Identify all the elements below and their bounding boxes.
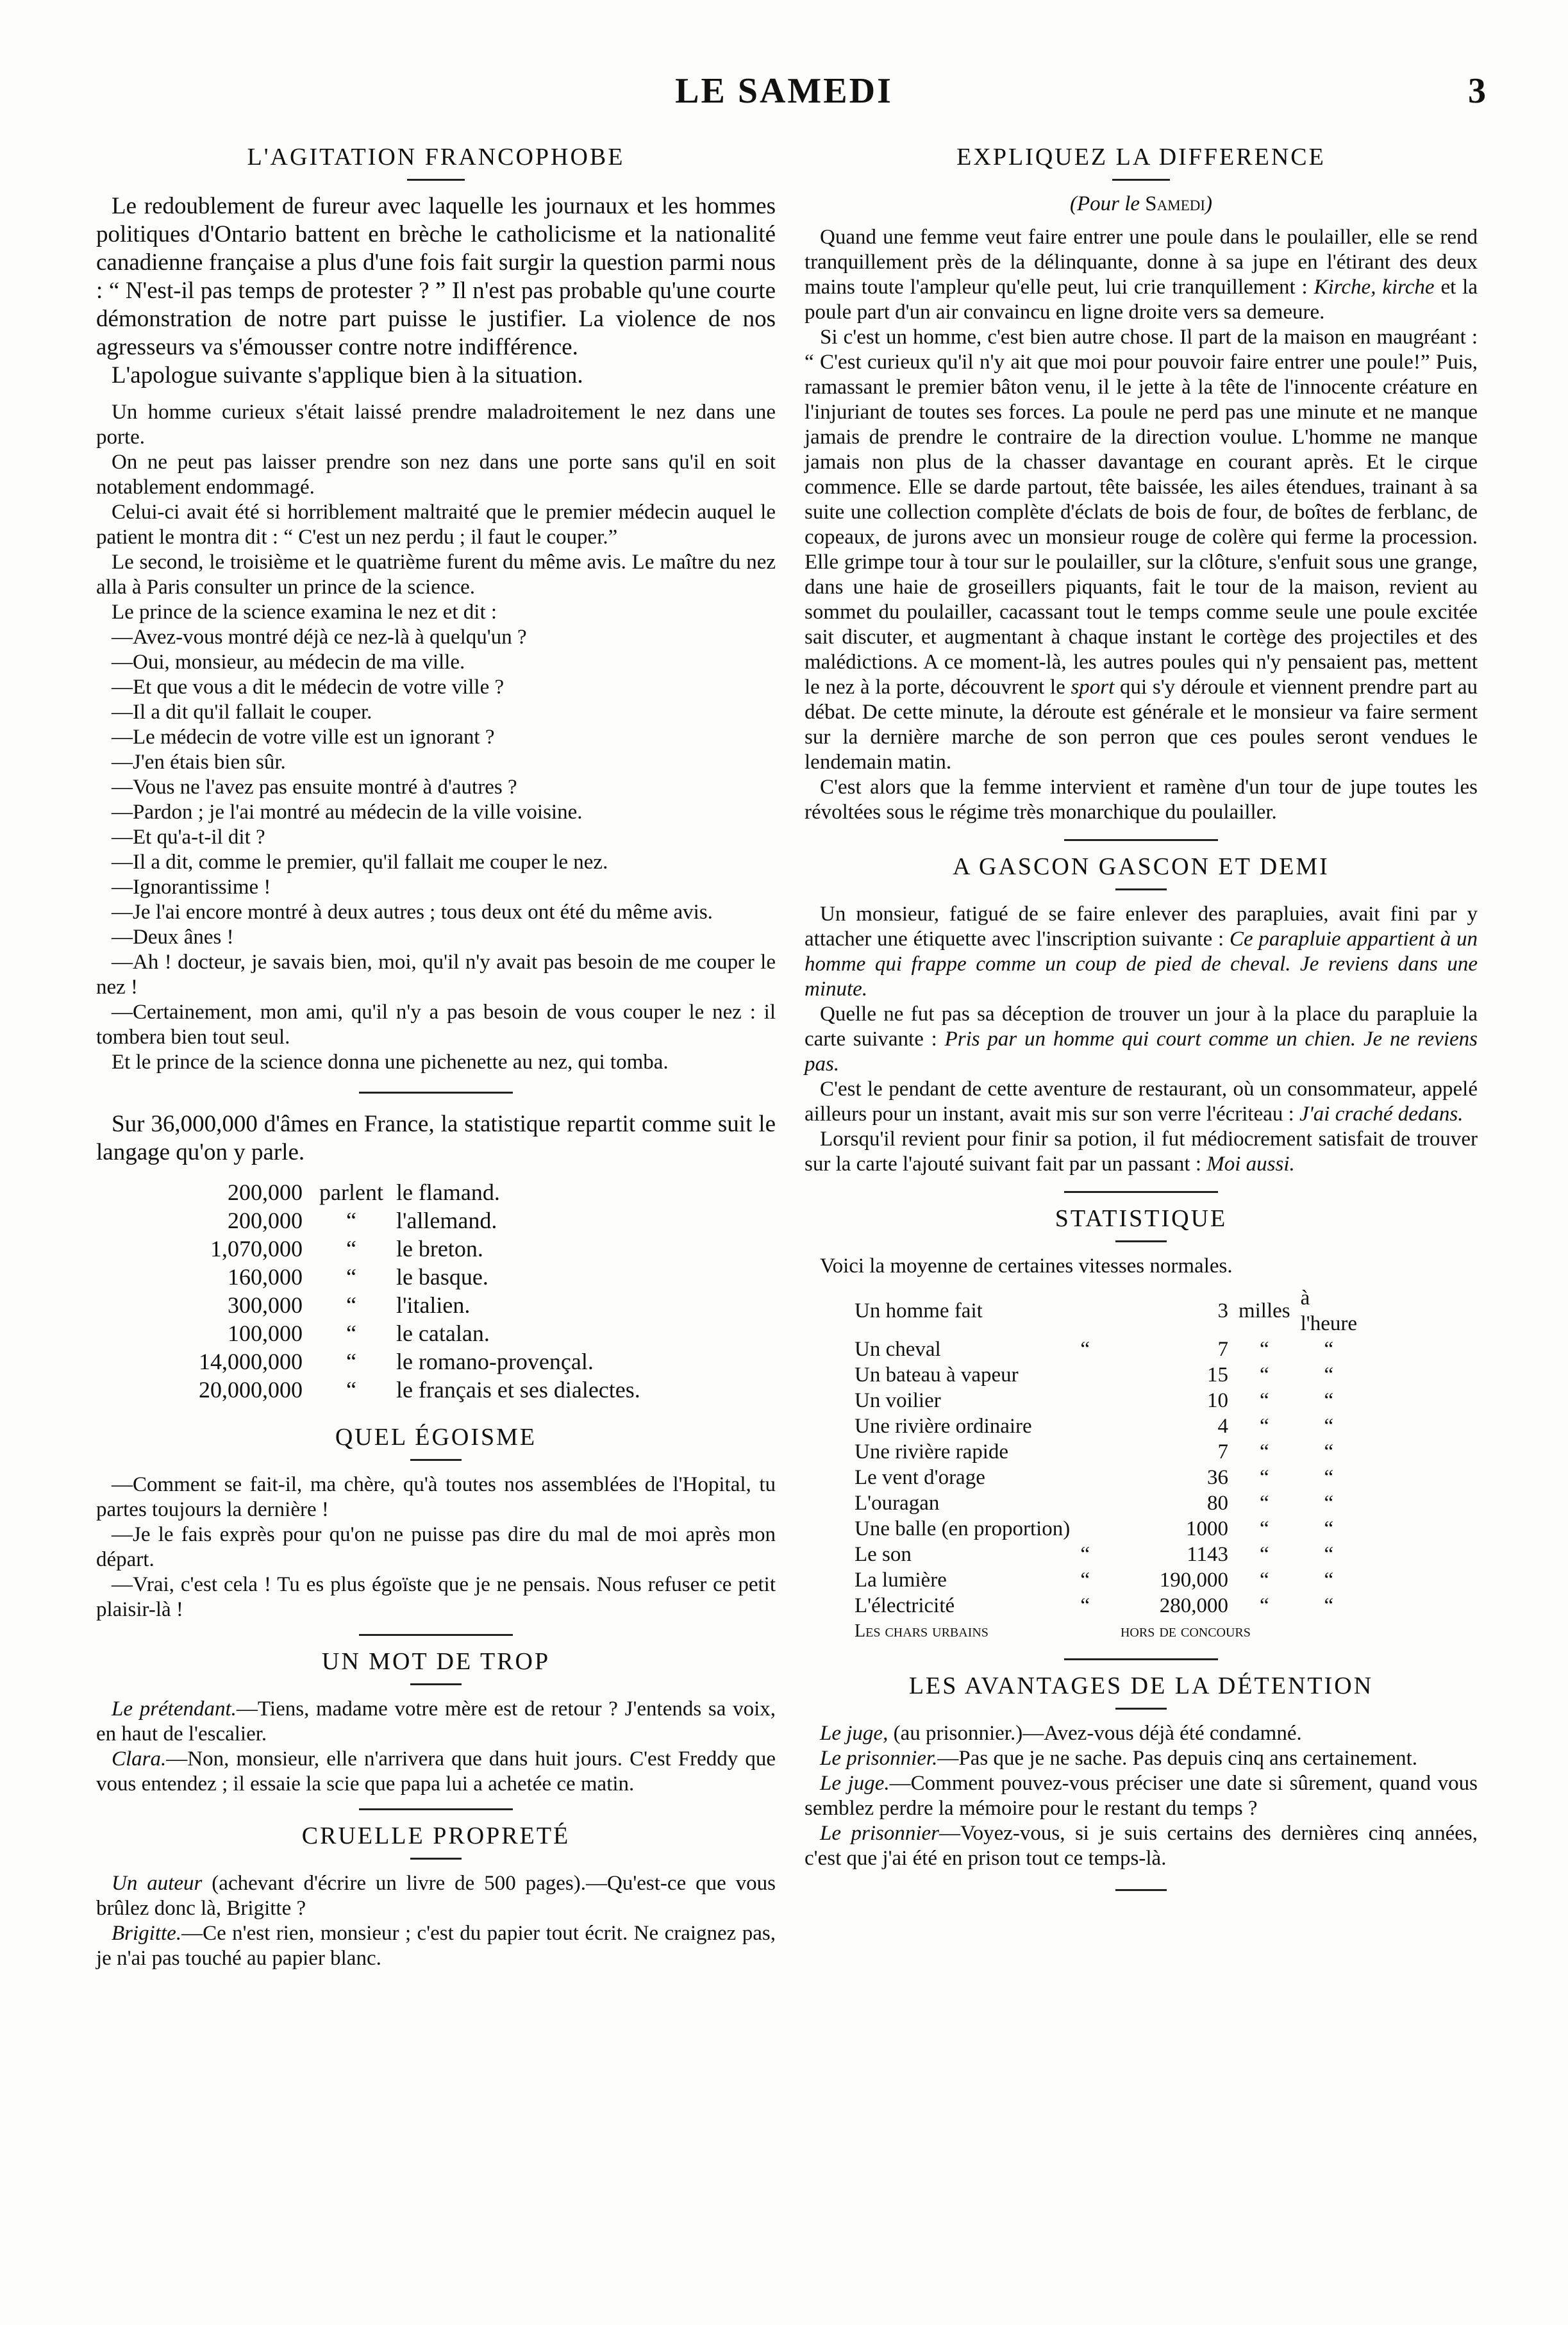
section-rule bbox=[359, 1634, 513, 1636]
table-row: Une rivière rapide 7 “ “ bbox=[855, 1440, 1334, 1463]
table-row: Les chars urbains hors de concours bbox=[855, 1621, 1251, 1641]
table-row: Un voilier 10 “ “ bbox=[855, 1389, 1334, 1412]
speed-stats-table bbox=[849, 1285, 1362, 1644]
byline: (Pour le Samedi) bbox=[1069, 192, 1213, 215]
lead-paragraph: L'apologue suivante s'applique bien à la situation. bbox=[112, 362, 583, 388]
speaker: Brigitte. bbox=[112, 1922, 182, 1945]
table-row: 200,000 parlent le flamand. bbox=[228, 1179, 500, 1205]
paragraph: Celui-ci avait été si horriblement maltraité que le premier médecin auquel le patient le montra dit : “ C'est un nez perdu ; il faut le couper.” bbox=[96, 501, 776, 549]
table-row: 200,000 “ l'allemand. bbox=[228, 1208, 497, 1233]
dialogue-line: Un auteur (achevant d'écrire un livre de 500 pages).—Qu'est-ce que vous brûlez donc là, Brigitte ? bbox=[96, 1872, 776, 1920]
dialogue-line: —Et qu'a-t-il dit ? bbox=[112, 826, 265, 849]
title-rule bbox=[410, 1683, 462, 1685]
paragraph: C'est alors que la femme intervient et ramène d'un tour de jupe toutes les révoltées sous le régime très monarchique du poulailler. bbox=[805, 776, 1478, 824]
article-body-proprete bbox=[96, 1871, 776, 1971]
paragraph: Le prince de la science examina le nez et dit : bbox=[112, 601, 497, 624]
dialogue-line: —Ignorantissime ! bbox=[112, 876, 271, 899]
article-title-statistique: STATISTIQUE bbox=[1055, 1205, 1228, 1232]
article-title-proprete: CRUELLE PROPRETÉ bbox=[301, 1822, 571, 1849]
table-row: 160,000 “ le basque. bbox=[228, 1264, 488, 1290]
dialogue-line: Le juge, (au prisonnier.)—Avez-vous déjà été condamné. bbox=[820, 1722, 1302, 1745]
title-rule bbox=[1115, 1708, 1167, 1710]
title-rule bbox=[1115, 888, 1167, 890]
table-row: L'électricité “ 280,000 “ “ bbox=[855, 1594, 1334, 1617]
table-row: Le vent d'orage 36 “ “ bbox=[855, 1466, 1334, 1489]
dialogue-line: —Je l'ai encore montré à deux autres ; tous deux ont été du même avis. bbox=[112, 901, 713, 924]
article-body-egoisme bbox=[96, 1472, 776, 1622]
statistique-intro bbox=[805, 1254, 1478, 1279]
speaker: Le prisonnier. bbox=[820, 1747, 938, 1770]
masthead bbox=[0, 71, 1568, 128]
table-row: 100,000 “ le catalan. bbox=[228, 1321, 490, 1346]
paragraph: Si c'est un homme, c'est bien autre chose. Il part de la maison en maugréant : “ C'est curieux qu'il n'y ait que moi pour pouvoir faire entrer une poule!” Puis, ramassant le premier bâton venu, il le jette à la tête de l'innocente créature en l'injuriant de toutes ses forces. La poule ne perd pas une minute et ne manque jamais de prendre le contraire de la direction voulue. L'homme ne manque jamais non plus de la chasser davantage en courant après. Et le cirque commence. Elle se darde partout, tête baissée, les ailes étendues, trainant à sa suite une collection complète d'éclats de bois de four, de boîtes de ferblanc, de copeaux, de jurons avec un monsieur rouge de colère qui ferme la procession. Elle grimpe tour à tour sur le poulailler, sur la clôture, s'enfuit sous une grange, dans une haie de groseillers piquants, fait le tour de la maison, revient au sommet du poulailler, cacassant tout le temps comme seule une poule excitée sait discuter, et augmentant à chaque instant le cortège des projectiles et des malédictions. A ce moment-là, les autres poules qui n'y pensaient pas, mettent le nez à la porte, découvrent le sport qui s'y déroule et viennent prendre part au débat. De cette minute, la déroute est générale et le monsieur va faire serment sur la dernière marche de son perron que ces poules seront vendues le lendemain matin. bbox=[805, 326, 1478, 774]
article-lead-agitation bbox=[96, 192, 776, 390]
speaker: Le juge, bbox=[820, 1722, 888, 1745]
paragraph: Voici la moyenne de certaines vitesses normales. bbox=[820, 1254, 1233, 1278]
dialogue-line: Clara.—Non, monsieur, elle n'arrivera que dans huit jours. C'est Freddy que vous entendez ; il essaie la scie que papa lui a achetée ce matin. bbox=[96, 1747, 776, 1796]
dialogue-line: —Je le fais exprès pour qu'on ne puisse pas dire du mal de moi après mon départ. bbox=[96, 1523, 776, 1571]
dialogue-line: —Certainement, mon ami, qu'il n'y a pas besoin de vous couper le nez : il tombera bien tout seul. bbox=[96, 1001, 776, 1049]
dialogue-line: —Vous ne l'avez pas ensuite montré à d'autres ? bbox=[112, 776, 517, 799]
paragraph: Et le prince de la science donna une pichenette au nez, qui tomba. bbox=[112, 1051, 669, 1074]
dialogue-line: Le prisonnier—Voyez-vous, si je suis certains des dernières cinq années, c'est que j'ai été en prison tout ce temps-là. bbox=[805, 1822, 1478, 1870]
dialogue-line: Le prétendant.—Tiens, madame votre mère est de retour ? J'entends sa voix, en haut de l'escalier. bbox=[96, 1697, 776, 1746]
article-title-difference: EXPLIQUEZ LA DIFFERENCE bbox=[956, 144, 1326, 171]
left-column bbox=[96, 131, 776, 1971]
article-body-difference bbox=[805, 225, 1478, 825]
table-row: Un homme fait 3 milles à l'heure bbox=[855, 1287, 1358, 1335]
dialogue-line: —Comment se fait-il, ma chère, qu'à toutes nos assemblées de l'Hopital, tu partes toujours la dernière ! bbox=[96, 1473, 776, 1521]
article-title-agitation: L'AGITATION FRANCOPHOBE bbox=[247, 144, 625, 171]
title-rule bbox=[1112, 179, 1170, 181]
article-body-gascon bbox=[805, 902, 1478, 1177]
article-body-mot bbox=[96, 1697, 776, 1797]
table-row: 1,070,000 “ le breton. bbox=[210, 1236, 483, 1262]
title-rule bbox=[410, 1459, 462, 1461]
newspaper-title: LE SAMEDI bbox=[675, 71, 893, 111]
paragraph: Lorsqu'il revient pour finir sa potion, il fut médiocrement satisfait de trouver sur la carte l'ajouté suivant fait par un passant : Moi aussi. bbox=[805, 1128, 1478, 1176]
dialogue-line: —J'en étais bien sûr. bbox=[112, 751, 286, 774]
table-row: 300,000 “ l'italien. bbox=[228, 1292, 471, 1318]
dialogue-line: Brigitte.—Ce n'est rien, monsieur ; c'est du papier tout écrit. Ne craignez pas, je n'ai pas touché au papier blanc. bbox=[96, 1922, 776, 1970]
dialogue-line: —Oui, monsieur, au médecin de ma ville. bbox=[112, 651, 465, 674]
section-rule bbox=[359, 1092, 513, 1094]
dialogue-line: —Il a dit qu'il fallait le couper. bbox=[112, 701, 372, 724]
article-body-detention bbox=[805, 1721, 1478, 1871]
table-row: Une balle (en proportion) 1000 “ “ bbox=[855, 1517, 1334, 1540]
language-stats-table bbox=[192, 1178, 647, 1404]
dialogue-line: —Deux ânes ! bbox=[112, 926, 234, 949]
title-rule bbox=[410, 1858, 462, 1860]
table-row: Un cheval “ 7 “ “ bbox=[855, 1338, 1334, 1361]
paragraph: C'est le pendant de cette aventure de restaurant, où un consommateur, appelé ailleurs pour un instant, avait mis sur son verre l'écriteau : J'ai craché dedans. bbox=[805, 1078, 1478, 1126]
section-rule bbox=[1064, 839, 1218, 841]
paragraph: Un monsieur, fatigué de se faire enlever des parapluies, avait fini par y attacher une étiquette avec l'inscription suivante : Ce parapluie appartient à un homme qui frappe comme un coup de pied de cheval. Je reviens dans une minute. bbox=[805, 903, 1478, 1001]
article-title-gascon: A GASCON GASCON ET DEMI bbox=[953, 853, 1330, 880]
article-title-mot: UN MOT DE TROP bbox=[321, 1648, 551, 1675]
speaker: Un auteur bbox=[112, 1872, 203, 1895]
dialogue-line: —Vrai, c'est cela ! Tu es plus égoïste que je ne pensais. Nous refuser ce petit plaisir-là ! bbox=[96, 1573, 776, 1621]
lead-paragraph: Le redoublement de fureur avec laquelle les journaux et les hommes politiques d'Ontario battent en brèche le catholicisme et la nationalité canadienne française a plus d'une fois fait surgir la question parmi nous : “ N'est-il pas temps de protester ? ” Il n'est pas probable qu'une courte démonstration de notre part puisse le justifier. La violence de nos agresseurs va s'émousser contre notre indifférence. bbox=[96, 193, 776, 360]
dialogue-line: —Le médecin de votre ville est un ignorant ? bbox=[112, 726, 495, 749]
speaker: Le prisonnier bbox=[820, 1822, 940, 1845]
speaker: Le juge. bbox=[820, 1772, 890, 1795]
dialogue-line: —Ah ! docteur, je savais bien, moi, qu'il n'y avait pas besoin de me couper le nez ! bbox=[96, 951, 776, 999]
paragraph: Sur 36,000,000 d'âmes en France, la statistique repartit comme suit le langage qu'on y parle. bbox=[96, 1111, 776, 1165]
section-rule bbox=[1064, 1191, 1218, 1193]
title-rule bbox=[407, 179, 465, 181]
dialogue-line: —Avez-vous montré déjà ce nez-là à quelqu'un ? bbox=[112, 626, 527, 649]
table-row: 20,000,000 “ le français et ses dialectes. bbox=[199, 1377, 640, 1403]
speaker: Clara. bbox=[112, 1747, 167, 1771]
dialogue-line: —Pardon ; je l'ai montré au médecin de la ville voisine. bbox=[112, 801, 583, 824]
section-rule bbox=[1064, 1658, 1218, 1660]
right-column bbox=[805, 131, 1478, 1903]
paragraph: Quelle ne fut pas sa déception de trouver un jour à la place du parapluie la carte suivante : Pris par un homme qui court comme un chien. Je ne reviens pas. bbox=[805, 1003, 1478, 1076]
table-row: Une rivière ordinaire 4 “ “ bbox=[855, 1415, 1334, 1438]
article-title-egoisme: QUEL ÉGOISME bbox=[335, 1424, 537, 1451]
table-row: La lumière “ 190,000 “ “ bbox=[855, 1569, 1334, 1592]
dialogue-line: —Et que vous a dit le médecin de votre ville ? bbox=[112, 676, 505, 699]
article-title-detention: LES AVANTAGES DE LA DÉTENTION bbox=[908, 1672, 1374, 1699]
page-number: 3 bbox=[1468, 71, 1486, 111]
title-rule bbox=[1115, 1240, 1167, 1242]
paragraph: Quand une femme veut faire entrer une poule dans le poulailler, elle se rend tranquillement près de la délinquante, donne à sa jupe en l'étirant des deux mains toute l'ampleur qu'elle peut, lui crie tranquillement : Kirche, kirche et la poule part d'un air convaincu en ligne droite vers sa demeure. bbox=[805, 226, 1478, 324]
end-rule bbox=[1115, 1889, 1167, 1891]
paragraph: Le second, le troisième et le quatrième furent du même avis. Le maître du nez alla à Paris consulter un prince de la science. bbox=[96, 551, 776, 599]
table-row: 14,000,000 “ le romano-provençal. bbox=[199, 1349, 594, 1374]
paragraph: On ne peut pas laisser prendre son nez dans une porte sans qu'il en soit notablement endommagé. bbox=[96, 451, 776, 499]
stats-france-intro bbox=[96, 1110, 776, 1167]
dialogue-line: Le prisonnier.—Pas que je ne sache. Pas depuis cinq ans certainement. bbox=[820, 1747, 1418, 1770]
paragraph: Un homme curieux s'était laissé prendre maladroitement le nez dans une porte. bbox=[96, 401, 776, 449]
table-row: Un bateau à vapeur 15 “ “ bbox=[855, 1363, 1334, 1387]
article-body-agitation bbox=[96, 400, 776, 1075]
speaker: Le prétendant. bbox=[112, 1697, 237, 1721]
dialogue-line: Le juge.—Comment pouvez-vous préciser une date si sûrement, quand vous semblez perdre la mémoire pour le restant du temps ? bbox=[805, 1772, 1478, 1820]
table-row: Le son “ 1143 “ “ bbox=[855, 1543, 1334, 1566]
section-rule bbox=[359, 1808, 513, 1810]
dialogue-line: —Il a dit, comme le premier, qu'il fallait me couper le nez. bbox=[112, 851, 608, 874]
table-row: L'ouragan 80 “ “ bbox=[855, 1492, 1334, 1515]
